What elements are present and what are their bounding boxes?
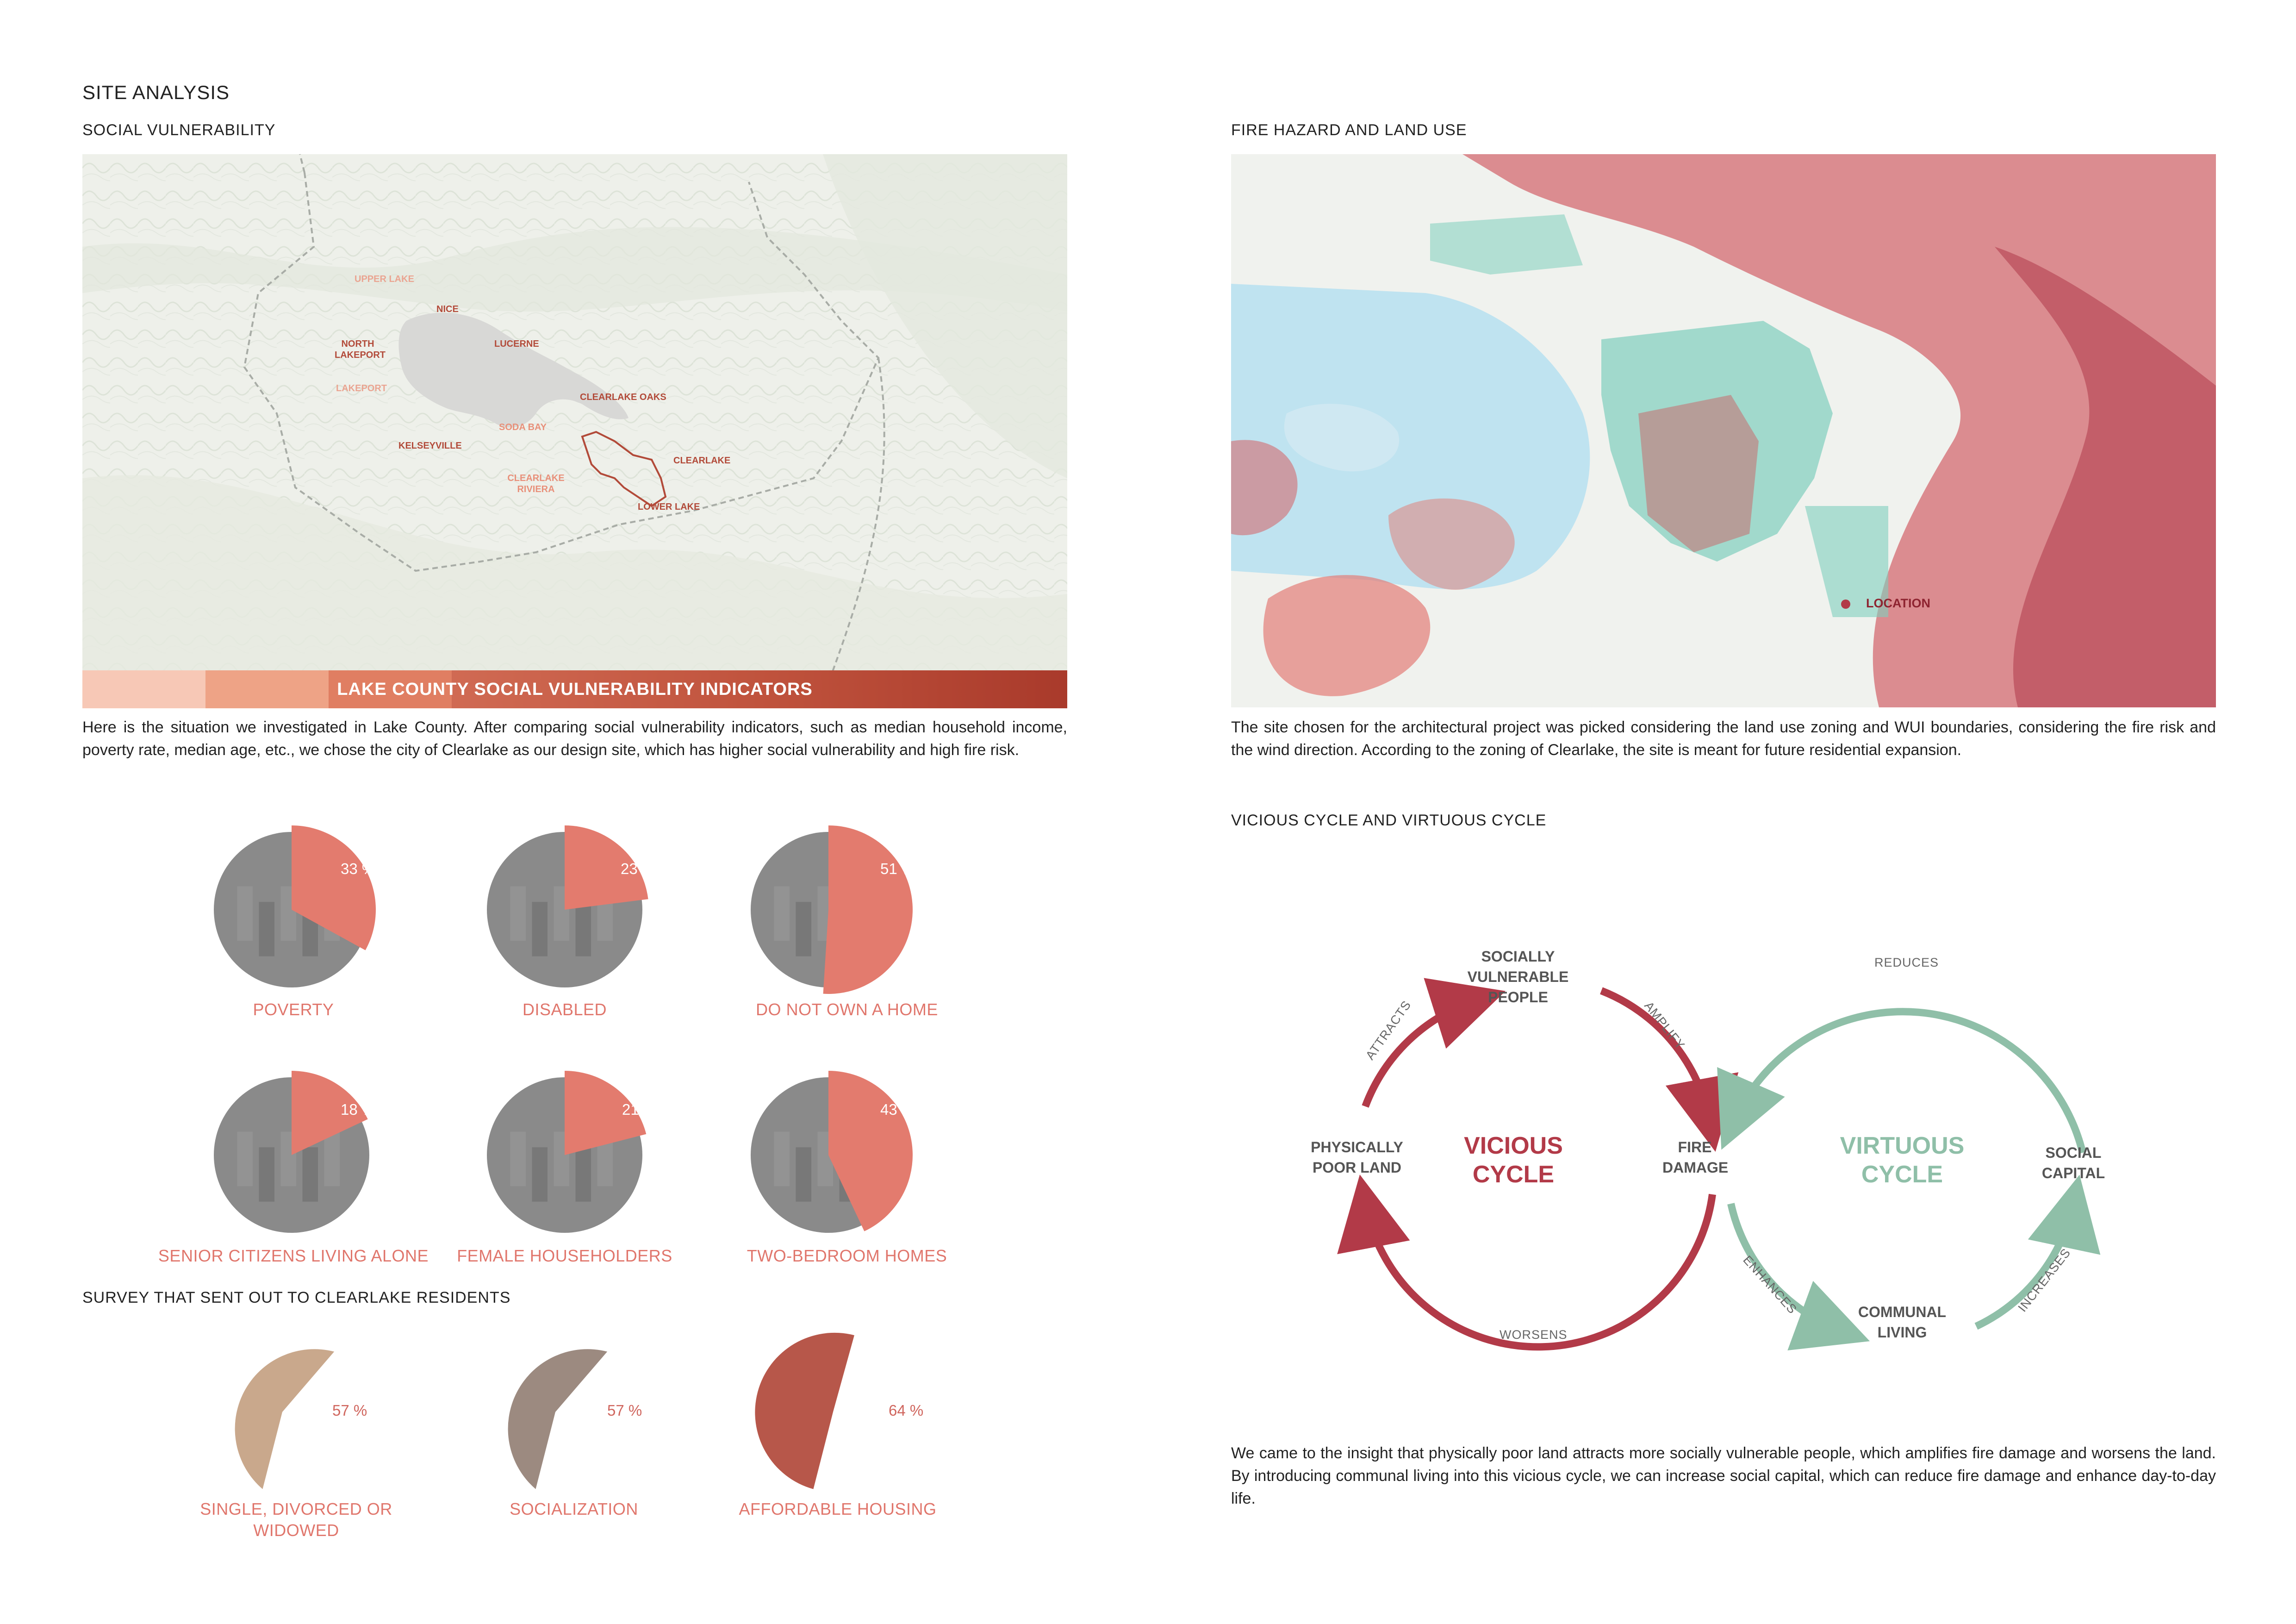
fire-hazard-map [1231, 154, 2216, 707]
indicator-percent-senior: 18 % [341, 1101, 376, 1118]
cycle-insight-paragraph: We came to the insight that physically poor land attracts more socially vulnerable people, which amplifies fire damage and worsens the land. By introducing communal living into this vicious cycle, we can increase social capital, which can reduce fire damage and enhance day-to-day life. [1231, 1444, 2216, 1507]
label-attracts: ATTRACTS [1363, 998, 1414, 1062]
indicator-label-not-own-home: DO NOT OWN A HOME [756, 1000, 938, 1019]
indicator-wedge-2 [823, 825, 913, 994]
indicator-photo-1-texture [532, 902, 548, 956]
label-amplify: AMPLIFY [1642, 999, 1688, 1052]
town-clearlake: CLEARLAKE [673, 456, 731, 466]
cycle-heading: VICIOUS CYCLE AND VIRTUOUS CYCLE [1231, 812, 1547, 829]
site-selection-paragraph: Here is the situation we investigated in Lake County. After comparing social vulnerability indicators, such as median household income, poverty rate, median age, etc., we chose the city of Clearlake as our design site, which has higher social vulnerability and high fire risk. [82, 718, 1067, 759]
survey-heading: SURVEY THAT SENT OUT TO CLEARLAKE RESIDENTS [82, 1289, 511, 1306]
survey-percent-housing: 64 % [889, 1402, 924, 1419]
survey-photo-0 [235, 1349, 335, 1489]
survey-photo-2 [755, 1333, 854, 1489]
indicator-photo-2-texture [796, 902, 811, 956]
social-vulnerability-heading: SOCIAL VULNERABILITY [82, 121, 276, 139]
indicator-percent-poverty: 33 % [341, 860, 376, 877]
indicator-photo-5-texture [796, 1147, 811, 1202]
indicator-photo-0-texture [237, 887, 253, 941]
indicator-label-poverty: POVERTY [253, 1000, 334, 1019]
indicator-photo-4-texture [532, 1147, 548, 1202]
site-choice-paragraph: The site chosen for the architectural project was picked considering the land use zoning and WUI boundaries, considering the fire risk and the wind direction. According to the zoning of Clearlake, the site is meant for future residential expansion. [1231, 718, 2216, 759]
label-reduces: REDUCES [1874, 956, 1939, 969]
indicator-label-two-bedroom: TWO-BEDROOM HOMES [747, 1246, 947, 1265]
town-clearlake-riviera: CLEARLAKE RIVIERA [507, 473, 565, 494]
indicator-photo-1-texture [510, 887, 526, 941]
lake-county-map-graphic [82, 154, 1067, 673]
town-lucerne: LUCERNE [494, 339, 539, 349]
node-socially-vulnerable: SOCIALLY VULNERABLE PEOPLE [1467, 948, 1569, 1006]
survey-photo-1 [508, 1349, 608, 1489]
node-social-capital: SOCIAL CAPITAL [2041, 1144, 2105, 1181]
arrow-worsens [1365, 1194, 1712, 1347]
indicator-photo-1-texture [576, 902, 591, 956]
indicator-photo-2-texture [774, 887, 790, 941]
indicator-label-female: FEMALE HOUSEHOLDERS [457, 1246, 672, 1265]
node-physically-poor-land: PHYSICALLY POOR LAND [1311, 1139, 1403, 1176]
page-title: SITE ANALYSIS [82, 81, 230, 103]
vulnerability-indicators-banner [82, 670, 1067, 708]
indicator-photo-4-texture [576, 1147, 591, 1202]
fire-hazard-heading: FIRE HAZARD AND LAND USE [1231, 121, 1467, 139]
banner-title: LAKE COUNTY SOCIAL VULNERABILITY INDICATORS [337, 679, 813, 699]
town-clearlake-oaks: CLEARLAKE OAKS [580, 392, 666, 402]
town-kelseyville: KELSEYVILLE [398, 441, 462, 451]
town-lakeport: LAKEPORT [336, 383, 387, 394]
node-communal-living: COMMUNAL LIVING [1858, 1304, 1947, 1341]
indicator-percent-female: 21 % [622, 1101, 657, 1118]
indicator-photo-3-texture [259, 1147, 274, 1202]
survey-label-housing: AFFORDABLE HOUSING [739, 1499, 937, 1518]
arrow-attracts [1365, 1000, 1477, 1106]
indicator-photo-3-texture [237, 1132, 253, 1187]
town-upper-lake: UPPER LAKE [355, 274, 414, 284]
indicator-photo-3-texture [324, 1132, 340, 1187]
indicator-percent-not-own-home: 51 % [880, 860, 915, 877]
town-north-lakeport: NORTH LAKEPORT [335, 339, 386, 360]
town-nice: NICE [436, 304, 459, 314]
lake-county-map [82, 154, 1067, 673]
survey-label-socialization: SOCIALIZATION [510, 1499, 638, 1518]
label-worsens: WORSENS [1500, 1328, 1568, 1342]
indicator-label-disabled: DISABLED [522, 1000, 607, 1019]
node-fire-damage: FIRE DAMAGE [1662, 1139, 1729, 1176]
town-lower-lake: LOWER LAKE [638, 502, 700, 512]
town-soda-bay: SODA BAY [499, 422, 547, 432]
indicator-label-senior: SENIOR CITIZENS LIVING ALONE [158, 1246, 429, 1265]
indicator-photo-4-texture [510, 1132, 526, 1187]
fire-hazard-map-graphic [1231, 154, 2216, 707]
survey-percent-single: 57 % [332, 1402, 367, 1419]
indicator-percent-two-bedroom: 43 % [880, 1101, 915, 1118]
indicator-photo-0-texture [259, 902, 274, 956]
survey-percent-socialization: 57 % [607, 1402, 642, 1419]
indicator-percent-disabled: 23 % [621, 860, 656, 877]
indicator-photo-3-texture [303, 1147, 318, 1202]
vicious-cycle-title: VICIOUS CYCLE [1464, 1132, 1563, 1188]
location-label: LOCATION [1866, 596, 1930, 610]
survey-label-single: SINGLE, DIVORCED OR WIDOWED [200, 1499, 392, 1540]
virtuous-cycle-title: VIRTUOUS CYCLE [1840, 1132, 1965, 1188]
label-enhances: ENHANCES [1740, 1253, 1800, 1317]
indicator-photo-5-texture [774, 1132, 790, 1187]
label-increases: INCREASES [2015, 1245, 2073, 1315]
